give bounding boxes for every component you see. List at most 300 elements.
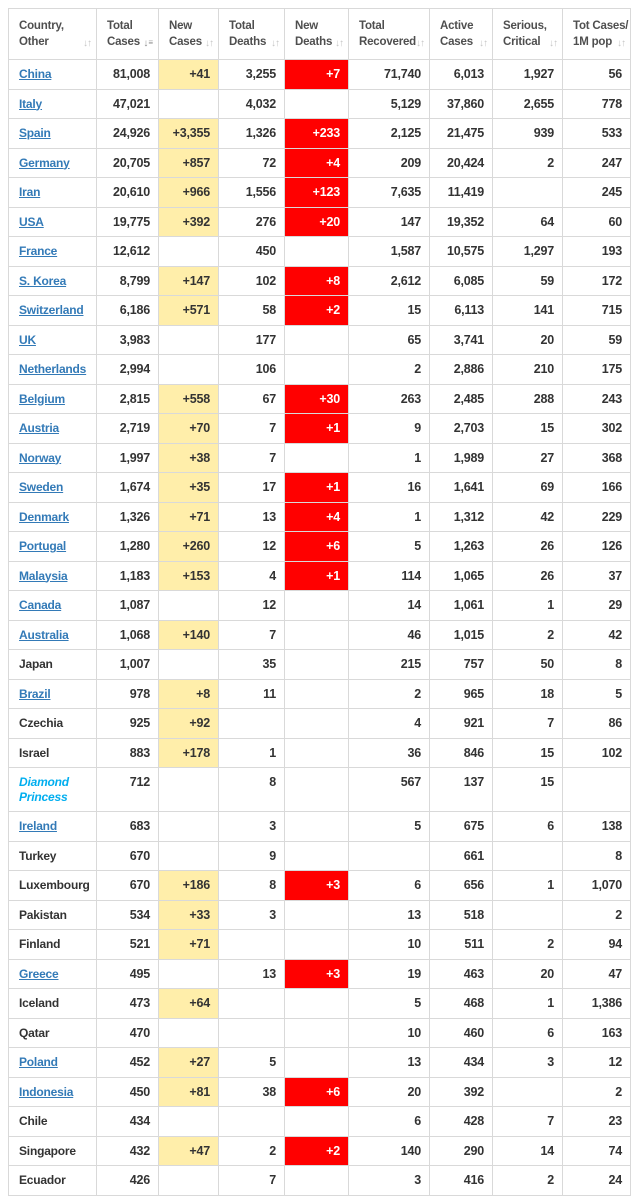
table-header — [9, 9, 631, 60]
cell-total-deaths: 102 — [219, 266, 285, 296]
cell-total-cases: 8,799 — [97, 266, 159, 296]
country-cell — [9, 384, 97, 414]
cell-new-cases: +140 — [159, 620, 219, 650]
cell-total-cases: 434 — [97, 1107, 159, 1137]
cell-serious-critical: 1 — [493, 989, 563, 1019]
cell-new-cases — [159, 325, 219, 355]
cell-total-deaths: 177 — [219, 325, 285, 355]
cell-active-cases: 965 — [430, 679, 493, 709]
column-header-active-cases[interactable]: Active Cases ↓↑ — [430, 9, 493, 60]
table-row — [9, 812, 631, 842]
cell-serious-critical: 2 — [493, 620, 563, 650]
cell-cases-per-1m: 8 — [563, 650, 631, 680]
cell-total-recovered: 15 — [349, 296, 430, 326]
cell-total-cases: 1,068 — [97, 620, 159, 650]
cell-total-cases: 978 — [97, 679, 159, 709]
cell-active-cases: 10,575 — [430, 237, 493, 267]
country-cell — [9, 768, 97, 812]
cell-cases-per-1m: 59 — [563, 325, 631, 355]
country-cell — [9, 561, 97, 591]
cell-cases-per-1m: 126 — [563, 532, 631, 562]
country-name[interactable]: UK — [19, 332, 36, 347]
cell-total-deaths: 35 — [219, 650, 285, 680]
cell-cases-per-1m — [563, 768, 631, 812]
cell-active-cases: 656 — [430, 871, 493, 901]
cell-total-cases: 670 — [97, 841, 159, 871]
country-name[interactable]: Greece — [19, 966, 59, 981]
cell-active-cases: 846 — [430, 738, 493, 768]
cell-total-deaths: 276 — [219, 207, 285, 237]
country-name: Pakistan — [19, 907, 67, 922]
cell-total-deaths: 9 — [219, 841, 285, 871]
country-cell — [9, 266, 97, 296]
cell-serious-critical: 59 — [493, 266, 563, 296]
cell-total-recovered: 2,612 — [349, 266, 430, 296]
table-row — [9, 119, 631, 149]
cell-new-deaths — [285, 900, 349, 930]
cell-total-cases: 1,280 — [97, 532, 159, 562]
country-name[interactable]: Canada — [19, 598, 62, 612]
cell-new-cases — [159, 812, 219, 842]
cell-new-cases — [159, 959, 219, 989]
cell-total-recovered: 2,125 — [349, 119, 430, 149]
cell-serious-critical: 288 — [493, 384, 563, 414]
cell-serious-critical: 15 — [493, 768, 563, 812]
cell-total-cases: 1,997 — [97, 443, 159, 473]
cell-total-deaths: 1,556 — [219, 178, 285, 208]
cell-cases-per-1m: 172 — [563, 266, 631, 296]
table-body — [9, 60, 631, 1196]
cell-new-cases: +178 — [159, 738, 219, 768]
country-name[interactable]: Austria — [19, 421, 59, 435]
column-header-serious-critical[interactable]: Serious, Critical ↓↑ — [493, 9, 563, 60]
cell-new-cases: +27 — [159, 1048, 219, 1078]
cell-serious-critical: 7 — [493, 1107, 563, 1137]
cell-new-cases: +38 — [159, 443, 219, 473]
cell-cases-per-1m: 24 — [563, 1166, 631, 1196]
cell-cases-per-1m: 12 — [563, 1048, 631, 1078]
country-cell — [9, 502, 97, 532]
cell-active-cases: 921 — [430, 709, 493, 739]
country-name[interactable]: Norway — [19, 450, 62, 465]
cell-serious-critical — [493, 841, 563, 871]
cell-new-deaths — [285, 650, 349, 680]
cell-total-deaths: 17 — [219, 473, 285, 503]
cell-total-recovered: 2 — [349, 679, 430, 709]
cell-active-cases: 1,989 — [430, 443, 493, 473]
cell-cases-per-1m: 1,386 — [563, 989, 631, 1019]
country-name[interactable]: Malaysia — [19, 568, 68, 583]
cell-total-deaths: 450 — [219, 237, 285, 267]
country-cell — [9, 989, 97, 1019]
covid-country-stats-table — [8, 8, 631, 1196]
cell-new-deaths — [285, 89, 349, 119]
cell-new-deaths — [285, 841, 349, 871]
cell-total-recovered: 147 — [349, 207, 430, 237]
cell-total-recovered: 2 — [349, 355, 430, 385]
sort-icon: ↓↑ — [205, 38, 213, 49]
country-cell — [9, 325, 97, 355]
cell-cases-per-1m: 229 — [563, 502, 631, 532]
cell-cases-per-1m: 2 — [563, 1077, 631, 1107]
country-name[interactable]: Italy — [19, 96, 43, 111]
cell-new-cases: +571 — [159, 296, 219, 326]
cell-serious-critical — [493, 1077, 563, 1107]
country-name: Finland — [19, 937, 61, 951]
cell-new-deaths: +1 — [285, 473, 349, 503]
cell-serious-critical: 1 — [493, 591, 563, 621]
cell-new-deaths: +3 — [285, 959, 349, 989]
cell-cases-per-1m: 243 — [563, 384, 631, 414]
table-row — [9, 148, 631, 178]
cell-total-cases: 1,007 — [97, 650, 159, 680]
cell-cases-per-1m: 56 — [563, 60, 631, 90]
cell-total-cases: 1,183 — [97, 561, 159, 591]
cell-total-deaths: 13 — [219, 959, 285, 989]
country-cell — [9, 207, 97, 237]
sort-icon: ↓↑ — [271, 38, 279, 49]
cell-new-deaths: +233 — [285, 119, 349, 149]
cell-total-deaths: 1 — [219, 738, 285, 768]
table-row — [9, 959, 631, 989]
cell-serious-critical: 50 — [493, 650, 563, 680]
cell-total-deaths: 3,255 — [219, 60, 285, 90]
cell-cases-per-1m: 778 — [563, 89, 631, 119]
cell-cases-per-1m: 29 — [563, 591, 631, 621]
cell-new-cases: +71 — [159, 502, 219, 532]
column-header-new-deaths[interactable]: New Deaths ↓↑ — [285, 9, 349, 60]
cell-total-cases: 670 — [97, 871, 159, 901]
cell-serious-critical: 2 — [493, 1166, 563, 1196]
cell-serious-critical: 141 — [493, 296, 563, 326]
table-row — [9, 1107, 631, 1137]
cell-new-cases — [159, 89, 219, 119]
country-name[interactable]: Spain — [19, 126, 51, 140]
cell-new-cases — [159, 1018, 219, 1048]
table-row — [9, 561, 631, 591]
cell-cases-per-1m: 74 — [563, 1136, 631, 1166]
cell-new-cases — [159, 1166, 219, 1196]
cell-total-recovered: 6 — [349, 1107, 430, 1137]
cell-cases-per-1m: 1,070 — [563, 871, 631, 901]
table-row — [9, 1077, 631, 1107]
cell-new-deaths — [285, 1048, 349, 1078]
country-cell — [9, 178, 97, 208]
cell-total-deaths: 72 — [219, 148, 285, 178]
country-name: Turkey — [19, 848, 57, 863]
country-cell — [9, 414, 97, 444]
cell-new-cases — [159, 1107, 219, 1137]
cell-total-recovered: 71,740 — [349, 60, 430, 90]
cell-total-recovered: 19 — [349, 959, 430, 989]
cell-new-deaths: +7 — [285, 60, 349, 90]
country-name[interactable]: Iran — [19, 185, 41, 199]
table-row — [9, 871, 631, 901]
cell-cases-per-1m: 163 — [563, 1018, 631, 1048]
country-name: Iceland — [19, 996, 59, 1010]
cell-new-deaths: +20 — [285, 207, 349, 237]
cell-active-cases: 518 — [430, 900, 493, 930]
table-row — [9, 841, 631, 871]
cell-serious-critical: 20 — [493, 959, 563, 989]
country-cell — [9, 900, 97, 930]
cell-total-recovered: 1 — [349, 443, 430, 473]
cell-total-deaths: 4,032 — [219, 89, 285, 119]
cell-cases-per-1m: 42 — [563, 620, 631, 650]
cell-cases-per-1m: 245 — [563, 178, 631, 208]
cell-new-deaths: +1 — [285, 561, 349, 591]
cell-serious-critical: 18 — [493, 679, 563, 709]
cell-new-deaths — [285, 1018, 349, 1048]
cell-total-cases: 47,021 — [97, 89, 159, 119]
cell-new-deaths — [285, 930, 349, 960]
country-cell — [9, 1136, 97, 1166]
cell-new-cases — [159, 355, 219, 385]
cell-active-cases: 416 — [430, 1166, 493, 1196]
cell-new-deaths — [285, 738, 349, 768]
cell-cases-per-1m: 94 — [563, 930, 631, 960]
cell-active-cases: 6,085 — [430, 266, 493, 296]
country-name[interactable]: USA — [19, 214, 44, 229]
table-header-row — [9, 9, 631, 60]
table-row — [9, 650, 631, 680]
column-header-total-recovered[interactable]: Total Recovered ↓↑ — [349, 9, 430, 60]
cell-cases-per-1m: 166 — [563, 473, 631, 503]
table-row — [9, 443, 631, 473]
table-row — [9, 679, 631, 709]
cell-cases-per-1m: 302 — [563, 414, 631, 444]
cell-total-cases: 2,719 — [97, 414, 159, 444]
cell-total-cases: 495 — [97, 959, 159, 989]
table-row — [9, 502, 631, 532]
cell-cases-per-1m: 368 — [563, 443, 631, 473]
cell-total-deaths: 13 — [219, 502, 285, 532]
cell-new-deaths — [285, 355, 349, 385]
cell-total-recovered: 3 — [349, 1166, 430, 1196]
sort-icon: ↓≡ — [143, 38, 153, 49]
cell-new-cases — [159, 650, 219, 680]
table-row — [9, 768, 631, 812]
cell-total-cases: 470 — [97, 1018, 159, 1048]
country-name[interactable]: Switzerland — [19, 303, 84, 317]
cell-new-deaths — [285, 679, 349, 709]
country-name[interactable]: France — [19, 244, 58, 258]
cell-total-recovered: 16 — [349, 473, 430, 503]
cell-serious-critical: 15 — [493, 738, 563, 768]
table-row — [9, 930, 631, 960]
column-header-total-deaths[interactable]: Total Deaths ↓↑ — [219, 9, 285, 60]
country-name[interactable]: Australia — [19, 627, 69, 642]
cell-serious-critical: 1,297 — [493, 237, 563, 267]
country-name: Chile — [19, 1114, 48, 1128]
cell-serious-critical: 2 — [493, 148, 563, 178]
cell-active-cases: 460 — [430, 1018, 493, 1048]
country-name[interactable]: Portugal — [19, 539, 67, 553]
cell-new-cases: +41 — [159, 60, 219, 90]
cell-total-deaths: 1,326 — [219, 119, 285, 149]
cell-new-cases: +81 — [159, 1077, 219, 1107]
cell-new-deaths — [285, 620, 349, 650]
country-cell — [9, 60, 97, 90]
cell-active-cases: 6,113 — [430, 296, 493, 326]
cell-total-cases: 450 — [97, 1077, 159, 1107]
cell-total-recovered: 4 — [349, 709, 430, 739]
cell-active-cases: 11,419 — [430, 178, 493, 208]
cell-serious-critical: 64 — [493, 207, 563, 237]
cell-total-cases: 19,775 — [97, 207, 159, 237]
cell-new-cases: +153 — [159, 561, 219, 591]
cell-new-cases — [159, 237, 219, 267]
cell-new-cases: +92 — [159, 709, 219, 739]
country-cell — [9, 443, 97, 473]
cell-total-deaths: 2 — [219, 1136, 285, 1166]
country-cell — [9, 591, 97, 621]
cell-total-recovered: 6 — [349, 871, 430, 901]
cell-new-cases: +186 — [159, 871, 219, 901]
table-row — [9, 1166, 631, 1196]
cell-serious-critical: 69 — [493, 473, 563, 503]
cell-total-deaths — [219, 989, 285, 1019]
cell-total-recovered: 1,587 — [349, 237, 430, 267]
cell-total-recovered: 114 — [349, 561, 430, 591]
cell-cases-per-1m: 175 — [563, 355, 631, 385]
cell-total-deaths: 4 — [219, 561, 285, 591]
cell-new-cases: +147 — [159, 266, 219, 296]
cell-active-cases: 1,065 — [430, 561, 493, 591]
cell-total-recovered: 14 — [349, 591, 430, 621]
cell-total-cases: 473 — [97, 989, 159, 1019]
cell-total-cases: 2,994 — [97, 355, 159, 385]
cell-active-cases: 463 — [430, 959, 493, 989]
column-header-total-cases[interactable]: Total Cases ↓≡ — [97, 9, 159, 60]
cell-serious-critical: 6 — [493, 1018, 563, 1048]
cell-serious-critical: 15 — [493, 414, 563, 444]
column-header-country[interactable]: Country, Other ↓↑ — [9, 9, 97, 60]
cell-total-recovered: 36 — [349, 738, 430, 768]
cell-total-cases: 24,926 — [97, 119, 159, 149]
table-row — [9, 1018, 631, 1048]
cell-cases-per-1m: 102 — [563, 738, 631, 768]
cell-total-cases: 426 — [97, 1166, 159, 1196]
cell-active-cases: 19,352 — [430, 207, 493, 237]
country-name[interactable]: Brazil — [19, 686, 51, 701]
country-name[interactable]: Diamond Princess — [19, 775, 69, 804]
cell-new-deaths — [285, 1107, 349, 1137]
country-name[interactable]: Poland — [19, 1055, 58, 1069]
country-name[interactable]: S. Korea — [19, 273, 67, 288]
cell-active-cases: 1,061 — [430, 591, 493, 621]
table-row — [9, 355, 631, 385]
cell-cases-per-1m: 138 — [563, 812, 631, 842]
cell-total-deaths — [219, 1018, 285, 1048]
country-name[interactable]: Germany — [19, 155, 70, 170]
cell-active-cases: 434 — [430, 1048, 493, 1078]
cell-total-cases: 1,087 — [97, 591, 159, 621]
country-cell — [9, 812, 97, 842]
country-name[interactable]: Belgium — [19, 391, 65, 406]
cell-cases-per-1m: 8 — [563, 841, 631, 871]
country-name: Czechia — [19, 716, 63, 730]
country-cell — [9, 89, 97, 119]
cell-serious-critical — [493, 900, 563, 930]
cell-total-recovered: 5 — [349, 989, 430, 1019]
cell-total-deaths: 11 — [219, 679, 285, 709]
country-cell — [9, 930, 97, 960]
country-name: Ecuador — [19, 1173, 66, 1187]
cell-total-cases: 20,610 — [97, 178, 159, 208]
cell-total-cases: 81,008 — [97, 60, 159, 90]
cell-cases-per-1m: 5 — [563, 679, 631, 709]
country-cell — [9, 738, 97, 768]
cell-total-recovered: 20 — [349, 1077, 430, 1107]
cell-serious-critical: 26 — [493, 561, 563, 591]
table-row — [9, 738, 631, 768]
column-header-new-cases[interactable]: New Cases ↓↑ — [159, 9, 219, 60]
cell-total-deaths: 7 — [219, 620, 285, 650]
country-name[interactable]: Sweden — [19, 480, 64, 494]
country-name[interactable]: Ireland — [19, 819, 57, 833]
cell-active-cases: 675 — [430, 812, 493, 842]
country-cell — [9, 650, 97, 680]
country-name[interactable]: Netherlands — [19, 362, 87, 376]
table-row — [9, 296, 631, 326]
sort-icon: ↓↑ — [335, 38, 343, 49]
cell-total-deaths: 7 — [219, 1166, 285, 1196]
country-cell — [9, 1107, 97, 1137]
cell-serious-critical: 2 — [493, 930, 563, 960]
cell-serious-critical: 26 — [493, 532, 563, 562]
cell-new-cases: +64 — [159, 989, 219, 1019]
cell-total-recovered: 263 — [349, 384, 430, 414]
cell-total-cases: 925 — [97, 709, 159, 739]
cell-total-deaths: 8 — [219, 768, 285, 812]
cell-active-cases: 757 — [430, 650, 493, 680]
cell-new-deaths — [285, 709, 349, 739]
cell-total-recovered: 5,129 — [349, 89, 430, 119]
cell-new-cases: +71 — [159, 930, 219, 960]
country-cell — [9, 119, 97, 149]
cell-total-deaths — [219, 1107, 285, 1137]
cell-total-recovered: 7,635 — [349, 178, 430, 208]
cell-new-deaths — [285, 325, 349, 355]
cell-new-deaths: +4 — [285, 502, 349, 532]
cell-cases-per-1m: 715 — [563, 296, 631, 326]
cell-total-recovered — [349, 841, 430, 871]
sort-icon: ↓↑ — [617, 38, 625, 49]
cell-total-cases: 1,326 — [97, 502, 159, 532]
cell-new-cases: +33 — [159, 900, 219, 930]
cell-total-cases: 521 — [97, 930, 159, 960]
cell-total-cases: 432 — [97, 1136, 159, 1166]
country-name[interactable]: China — [19, 67, 52, 81]
cell-new-deaths — [285, 989, 349, 1019]
cell-total-recovered: 140 — [349, 1136, 430, 1166]
country-name[interactable]: Indonesia — [19, 1084, 74, 1099]
table-row — [9, 178, 631, 208]
cell-active-cases: 1,312 — [430, 502, 493, 532]
table-row — [9, 384, 631, 414]
column-header-cases-per-1m[interactable]: Tot Cases/ 1M pop ↓↑ — [563, 9, 631, 60]
cell-total-recovered: 13 — [349, 1048, 430, 1078]
sort-icon: ↓↑ — [549, 38, 557, 49]
country-cell — [9, 841, 97, 871]
cell-total-cases: 452 — [97, 1048, 159, 1078]
country-name[interactable]: Denmark — [19, 509, 69, 524]
cell-new-deaths — [285, 591, 349, 621]
table-row — [9, 591, 631, 621]
cell-new-cases — [159, 768, 219, 812]
cell-new-cases: +392 — [159, 207, 219, 237]
